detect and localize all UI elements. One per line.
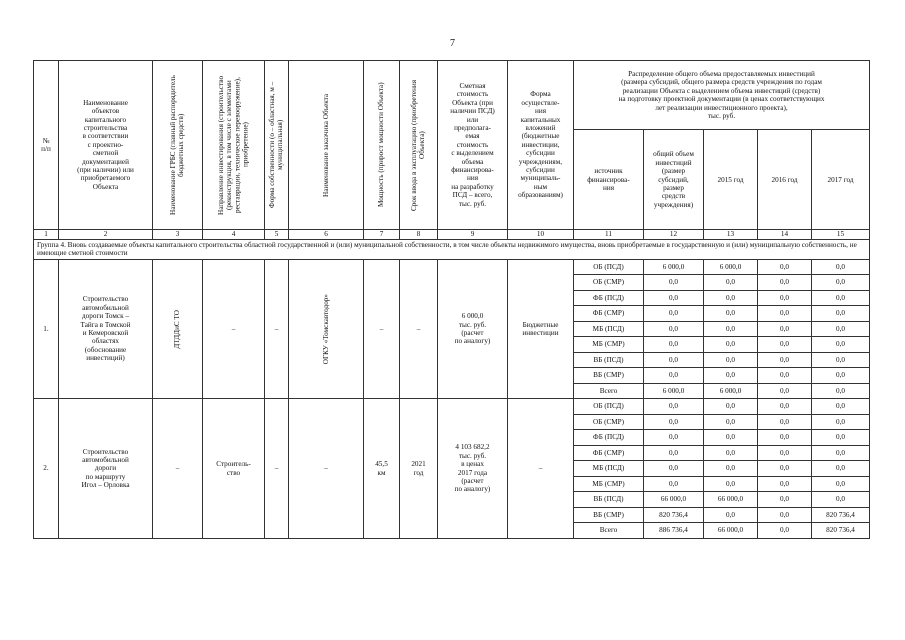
source-name: ФБ (СМР)	[574, 306, 644, 322]
term: –	[400, 259, 438, 399]
amount-total: 0,0	[644, 368, 704, 384]
source-name: ОБ (СМР)	[574, 275, 644, 291]
column-number: 14	[758, 230, 812, 240]
amount-total: 0,0	[644, 306, 704, 322]
amount-y2017: 820 736,4	[812, 523, 870, 539]
source-name: ФБ (СМР)	[574, 445, 644, 461]
header-grbs-cell	[153, 61, 203, 230]
term: 2021 год	[400, 399, 438, 539]
ownership: –	[265, 399, 289, 539]
amount-y2016: 0,0	[758, 352, 812, 368]
source-name: ВБ (СМР)	[574, 507, 644, 523]
cost: 6 000,0 тыс. руб. (расчет по аналогу)	[438, 259, 508, 399]
amount-y2017: 0,0	[812, 476, 870, 492]
source-row	[34, 399, 870, 415]
amount-y2017: 0,0	[812, 321, 870, 337]
amount-total: 886 736,4	[644, 523, 704, 539]
column-number: 10	[508, 230, 574, 240]
header-object-name: Наименование объектов капитального строительства в соответствии с проектно- сметной документацией (при наличии) или приобретаемого Объекта	[59, 61, 153, 230]
header-customer-cell	[289, 61, 364, 230]
source-name: МБ (ПСД)	[574, 321, 644, 337]
amount-y2015: 0,0	[704, 430, 758, 446]
header-total: общий объем инвестиций (размер субсидий, размер средств учреждения)	[644, 130, 704, 230]
column-number: 5	[265, 230, 289, 240]
amount-y2017: 0,0	[812, 399, 870, 415]
investment-form: Бюджетные инвестиции	[508, 259, 574, 399]
direction: –	[203, 259, 265, 399]
customer	[289, 259, 364, 399]
header-ownership-cell	[265, 61, 289, 230]
amount-y2015: 0,0	[704, 461, 758, 477]
header-source: источник финансирова- ния	[574, 130, 644, 230]
direction: Строитель- ство	[203, 399, 265, 539]
amount-total: 0,0	[644, 476, 704, 492]
amount-y2015: 0,0	[704, 306, 758, 322]
amount-y2017: 0,0	[812, 259, 870, 275]
amount-y2016: 0,0	[758, 290, 812, 306]
amount-y2016: 0,0	[758, 399, 812, 415]
column-number: 7	[364, 230, 400, 240]
amount-y2016: 0,0	[758, 383, 812, 399]
object-name: Строительство автомобильной дороги по маршруту Игол – Орловка	[59, 399, 153, 539]
amount-total: 0,0	[644, 290, 704, 306]
column-number: 8	[400, 230, 438, 240]
source-name: Всего	[574, 523, 644, 539]
amount-y2016: 0,0	[758, 259, 812, 275]
group-row	[34, 240, 870, 260]
source-name: Всего	[574, 383, 644, 399]
investment-table	[33, 60, 870, 539]
source-name: МБ (СМР)	[574, 337, 644, 353]
header-ownership: Форма собственности (о – областная, м – муниципальная)	[268, 81, 285, 209]
amount-y2015: 66 000,0	[704, 492, 758, 508]
header-term: Срок ввода в эксплуатацию (приобретения Объекта)	[410, 79, 427, 211]
amount-y2017: 0,0	[812, 368, 870, 384]
amount-y2016: 0,0	[758, 306, 812, 322]
grbs	[153, 259, 203, 399]
header-capacity: Мощность (прирост мощности Объекта)	[377, 82, 386, 208]
amount-y2016: 0,0	[758, 492, 812, 508]
header-direction: Направление инвестирования (строительство (реконструкция, в том числе с элементами реставрации, техническое перевооружение), приобретение)	[217, 75, 250, 215]
amount-y2016: 0,0	[758, 430, 812, 446]
amount-y2015: 6 000,0	[704, 259, 758, 275]
amount-y2015: 66 000,0	[704, 523, 758, 539]
row-number: 1.	[34, 259, 59, 399]
amount-total: 0,0	[644, 321, 704, 337]
header-capacity-cell	[364, 61, 400, 230]
source-name: ОБ (ПСД)	[574, 259, 644, 275]
amount-y2017: 0,0	[812, 445, 870, 461]
amount-total: 0,0	[644, 430, 704, 446]
column-number: 15	[812, 230, 870, 240]
amount-y2015: 0,0	[704, 321, 758, 337]
amount-y2016: 0,0	[758, 337, 812, 353]
amount-y2017: 0,0	[812, 383, 870, 399]
amount-y2016: 0,0	[758, 461, 812, 477]
amount-y2015: 0,0	[704, 476, 758, 492]
column-number: 2	[59, 230, 153, 240]
amount-total: 6 000,0	[644, 259, 704, 275]
amount-y2017: 0,0	[812, 414, 870, 430]
amount-y2017: 0,0	[812, 275, 870, 291]
source-row	[34, 259, 870, 275]
amount-total: 0,0	[644, 275, 704, 291]
amount-total: 6 000,0	[644, 383, 704, 399]
group-title: Группа 4. Вновь создаваемые объекты капитального строительства областной государственной и (или) муниципальной собственности, в том числе объекты недвижимого имущества, вновь приобретаемые в государственную и (или) муниципальную собственность, не имеющие сметной стоимости	[34, 240, 870, 260]
ownership: –	[265, 259, 289, 399]
amount-y2015: 0,0	[704, 399, 758, 415]
amount-y2016: 0,0	[758, 275, 812, 291]
amount-y2015: 0,0	[704, 352, 758, 368]
header-2016: 2016 год	[758, 130, 812, 230]
amount-y2017: 0,0	[812, 430, 870, 446]
header-row-1	[34, 61, 870, 130]
header-2015: 2015 год	[704, 130, 758, 230]
amount-total: 0,0	[644, 414, 704, 430]
amount-total: 820 736,4	[644, 507, 704, 523]
header-cost: Сметная стоимость Объекта (при наличии ПСД) или предполага- емая стоимость с выделением объема финансирова- ния на разработку ПСД – всего, тыс. руб.	[438, 61, 508, 230]
amount-y2016: 0,0	[758, 523, 812, 539]
source-name: ОБ (ПСД)	[574, 399, 644, 415]
header-num: № п/п	[34, 61, 59, 230]
amount-y2016: 0,0	[758, 476, 812, 492]
header-customer: Наименование заказчика Объекта	[321, 93, 330, 197]
column-number: 12	[644, 230, 704, 240]
amount-y2017: 0,0	[812, 337, 870, 353]
source-name: ОБ (СМР)	[574, 414, 644, 430]
grbs-text: ДТДДиС ТО	[173, 309, 182, 349]
column-number: 1	[34, 230, 59, 240]
source-name: ФБ (ПСД)	[574, 430, 644, 446]
grbs: –	[153, 399, 203, 539]
header-grbs: Наименование ГРБС (главный распорядитель бюджетных средств)	[169, 75, 186, 215]
amount-y2017: 0,0	[812, 352, 870, 368]
amount-total: 0,0	[644, 399, 704, 415]
column-number: 3	[153, 230, 203, 240]
amount-y2017: 0,0	[812, 290, 870, 306]
source-name: ВБ (ПСД)	[574, 492, 644, 508]
capacity: 45,5 км	[364, 399, 400, 539]
amount-total: 0,0	[644, 337, 704, 353]
row-number: 2.	[34, 399, 59, 539]
header-distribution: Распределение общего объема предоставляемых инвестиций (размера субсидий, общего размера средств учреждения по годам реализации Объекта с выделением объема инвестиций (средств) на подготовку проектной документации (в ценах соответствующих лет реализации инвестиционного проекта), тыс. руб.	[574, 61, 870, 130]
amount-total: 0,0	[644, 445, 704, 461]
amount-total: 0,0	[644, 352, 704, 368]
amount-y2017: 0,0	[812, 461, 870, 477]
amount-y2015: 0,0	[704, 337, 758, 353]
source-name: МБ (ПСД)	[574, 461, 644, 477]
source-name: МБ (СМР)	[574, 476, 644, 492]
amount-y2015: 0,0	[704, 275, 758, 291]
column-number: 11	[574, 230, 644, 240]
customer-text: ОГКУ «Томскавтодор»	[321, 293, 330, 365]
object-name: Строительство автомобильной дороги Томск – Тайга в Томской и Кемеровской областях (обоснование инвестиций)	[59, 259, 153, 399]
investment-form: –	[508, 399, 574, 539]
customer: –	[289, 399, 364, 539]
header-term-cell	[400, 61, 438, 230]
capacity: –	[364, 259, 400, 399]
column-number: 6	[289, 230, 364, 240]
amount-y2015: 0,0	[704, 414, 758, 430]
amount-y2016: 0,0	[758, 445, 812, 461]
amount-y2017: 820 736,4	[812, 507, 870, 523]
page-number: 7	[450, 38, 455, 49]
amount-y2015: 0,0	[704, 368, 758, 384]
column-number: 4	[203, 230, 265, 240]
amount-y2015: 0,0	[704, 445, 758, 461]
source-name: ФБ (ПСД)	[574, 290, 644, 306]
amount-y2016: 0,0	[758, 368, 812, 384]
header-form: Форма осуществле- ния капитальных вложений (бюджетные инвестиции, субсидии учреждениям, субсидии муниципаль- ным образованиям)	[508, 61, 574, 230]
amount-y2015: 0,0	[704, 507, 758, 523]
column-number: 13	[704, 230, 758, 240]
header-direction-cell	[203, 61, 265, 230]
amount-y2017: 0,0	[812, 306, 870, 322]
column-number-row	[34, 230, 870, 240]
column-number: 9	[438, 230, 508, 240]
amount-y2015: 0,0	[704, 290, 758, 306]
amount-total: 66 000,0	[644, 492, 704, 508]
amount-y2017: 0,0	[812, 492, 870, 508]
cost: 4 103 682,2 тыс. руб. в ценах 2017 года (расчет по аналогу)	[438, 399, 508, 539]
amount-y2016: 0,0	[758, 321, 812, 337]
source-name: ВБ (ПСД)	[574, 352, 644, 368]
amount-y2016: 0,0	[758, 414, 812, 430]
amount-total: 0,0	[644, 461, 704, 477]
header-2017: 2017 год	[812, 130, 870, 230]
amount-y2015: 6 000,0	[704, 383, 758, 399]
amount-y2016: 0,0	[758, 507, 812, 523]
source-name: ВБ (СМР)	[574, 368, 644, 384]
